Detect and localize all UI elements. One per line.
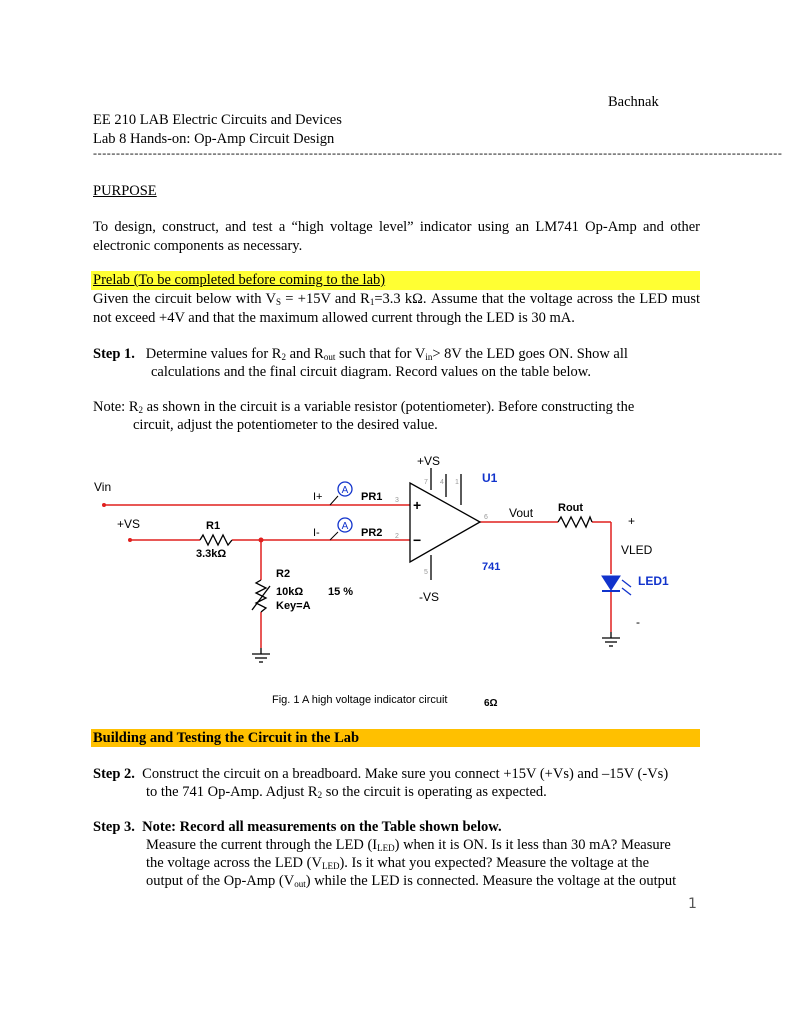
r2-value: 10kΩ — [276, 586, 304, 598]
pr1-lead — [330, 496, 338, 505]
opamp-triangle — [410, 483, 480, 562]
led-symbol — [602, 576, 631, 595]
model-label: 741 — [482, 561, 501, 573]
step2-line1: Step 2. Construct the circuit on a breadboard. Make sure you connect +15V (+Vs) and –15V (-Vs) — [93, 766, 669, 782]
step3-line3: the voltage across the LED $(V_{LED})$. Is it what you expected? Measure the voltage at the — [146, 855, 650, 871]
r2-zigzag — [256, 580, 266, 612]
pin4-label: 4 — [440, 479, 444, 486]
ammeter-pr2-label: A — [341, 521, 349, 532]
led-plus-label: + — [628, 514, 636, 528]
step3-label: Step 3. — [93, 819, 135, 835]
building-heading: Building and Testing the Circuit in the Lab — [91, 729, 700, 747]
led-arrow-2 — [622, 588, 631, 595]
prelab-heading: Prelab (To be completed before coming to the lab) — [93, 272, 386, 288]
pin5-label: 5 — [424, 569, 428, 576]
wires — [104, 505, 611, 648]
pin6-label: 6 — [484, 514, 488, 521]
step2-label: Step 2. — [93, 766, 135, 782]
iminus-label: I- — [313, 527, 320, 539]
step3-line1 — [93, 818, 502, 837]
r1-value: 3.3kΩ — [196, 548, 227, 560]
u1-label: U1 — [482, 471, 498, 485]
led-diode — [602, 576, 620, 590]
rout-zigzag — [558, 517, 592, 527]
vled-label: VLED — [621, 543, 653, 557]
stray-label: 6Ω — [484, 698, 498, 709]
header-divider: ------------------------------------------------------------------------------------------------------------------------------------------------------ — [93, 146, 783, 160]
r2-label: R2 — [276, 568, 291, 580]
pin3-label: 3 — [395, 497, 399, 504]
figure-caption: Fig. 1 A high voltage indicator circuit — [272, 694, 448, 706]
pin2-label: 2 — [395, 533, 399, 540]
r1-label: R1 — [206, 520, 221, 532]
r2-key: Key=A — [276, 600, 311, 612]
junction-dot — [259, 538, 264, 543]
led-minus-label: - — [636, 615, 640, 629]
vin-label: Vin — [94, 480, 112, 494]
pr1-label: PR1 — [361, 491, 383, 503]
step3-line4: output of the Op-Amp $(V_{out})$ while the LED is connected. Measure the voltage at the output — [146, 873, 677, 889]
step3-line2: Measure the current through the LED $(I_{LED})$ when it is ON. Is it less than 30 mA? Measure — [146, 837, 671, 853]
lab-title: Lab 8 Hands-on: Op-Amp Circuit Design — [93, 131, 335, 147]
vs-left-label: +VS — [117, 517, 141, 531]
vin-terminal — [102, 503, 106, 507]
step2-line2: to the 741 Op-Amp. Adjust $R_2$ so the circuit is operating as expected. — [146, 784, 547, 800]
component-lines — [200, 468, 620, 662]
pr2-lead — [330, 532, 338, 540]
r2-percent: 15 % — [328, 586, 354, 598]
purpose-heading: PURPOSE — [93, 183, 157, 199]
step1-line2: calculations and the final circuit diagram. Record values on the table below. — [151, 364, 591, 380]
step3-note: Note: Record all measurements on the Table shown below. — [142, 819, 502, 835]
step1-label: Step 1. — [93, 346, 135, 362]
purpose-text: To design, construct, and test a “high voltage level” indicator using an LM741 Op-Amp and other electronic components as necessary. — [93, 219, 700, 254]
rout-label: Rout — [558, 502, 584, 514]
noninv-sign: + — [413, 497, 422, 513]
note-line2: circuit, adjust the potentiometer to the desired value. — [133, 417, 438, 433]
inv-sign: − — [413, 532, 422, 548]
pr2-label: PR2 — [361, 527, 383, 539]
pin7-label: 7 — [424, 479, 428, 486]
vout-label: Vout — [509, 506, 534, 520]
note-line1: Note: $R_2$ as shown in the circuit is a variable resistor (potentiometer). Before constructing the — [93, 399, 635, 415]
led-arrow-1 — [622, 580, 631, 587]
vs-top-label: +VS — [417, 454, 441, 468]
author-name: Bachnak — [608, 94, 659, 110]
page-number: 1 — [688, 896, 697, 912]
r1-zigzag — [200, 535, 232, 545]
led-label: LED1 — [638, 574, 669, 588]
step1-line1: Step 1. Determine values for $R_2$ and $R_{out}$ such that for $V_{in}> 8V$ the LED goes ON. Show all — [93, 346, 628, 362]
vs-neg-label: -VS — [419, 590, 440, 604]
vs-terminal — [128, 538, 132, 542]
prelab-given: Given the circuit below with $V_S = +15V$ and $R_1=3.3$ kΩ. Assume that the voltage across the LED must not exceed +4V and that the maximum allowed current through the LED is 30 mA. — [93, 291, 700, 326]
pin1-label: 1 — [455, 479, 459, 486]
iplus-label: I+ — [313, 491, 323, 503]
course-title: EE 210 LAB Electric Circuits and Devices — [93, 112, 342, 128]
ammeter-pr1-label: A — [341, 485, 349, 496]
